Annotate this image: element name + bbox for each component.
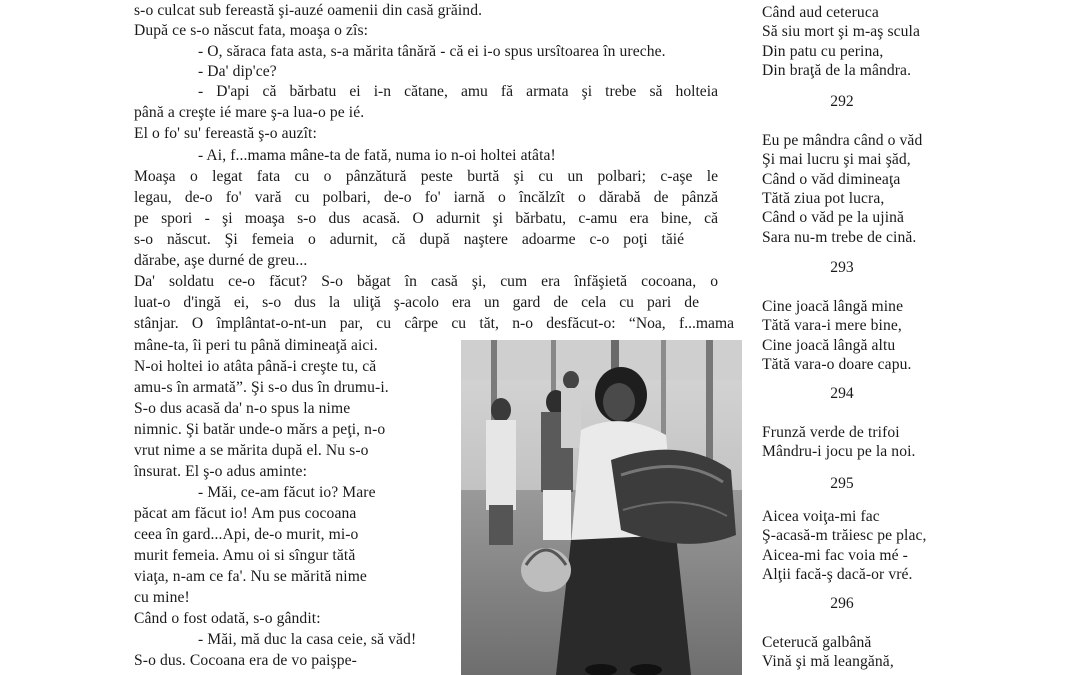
photograph-woman-carrying-bundle: [461, 340, 742, 675]
verse-line: Alţii facă-ş dacă-or vré.: [762, 566, 913, 583]
verse-line: Tătă vara-o doare capu.: [762, 356, 912, 373]
dialogue-line: - Măi, ce-am făcut io? Mare: [198, 484, 376, 501]
text-line: ceea în gard...Api, de-o murit, mi-o: [134, 526, 359, 543]
verse-line: Aicea-mi fac voia mé -: [762, 547, 908, 564]
text-line: mâne-ta, îi peri tu până dimineaţă aici.: [134, 337, 378, 354]
text-line: dărabe, aşe durné de greu...: [134, 252, 308, 269]
text-line: vrut nime a se mărita după el. Nu s-o: [134, 442, 369, 459]
text-line: luat-o d'ingă ei, s-o dus la uliţă ş-acolo era un gard de cela cu pari de: [134, 294, 699, 311]
poem-number: 295: [830, 475, 854, 492]
poem-number: 293: [830, 259, 854, 276]
verse-line: Mândru-i jocu pe la noi.: [762, 443, 916, 460]
dialogue-line: - O, săraca fata asta, s-a mărita tânără - că ei i-o spus ursîtoarea în ureche.: [198, 43, 666, 60]
text-line: amu-s în armată”. Şi s-o dus în drumu-i.: [134, 379, 389, 396]
verse-line: Când o văd dimineaţa: [762, 171, 901, 188]
dialogue-line: - Măi, mă duc la casa ceie, să văd!: [198, 631, 417, 648]
text-line: După ce s-o născut fata, moaşa o zîs:: [134, 22, 369, 39]
verse-line: Frunză verde de trifoi: [762, 424, 900, 441]
text-line: S-o dus. Cocoana era de vo paişpe-: [134, 652, 357, 669]
verse-line: Cine joacă lângă altu: [762, 337, 896, 354]
verse-line: Şi mai lucru şi mai şăd,: [762, 151, 911, 168]
dialogue-line: - Da' dip'ce?: [198, 63, 277, 80]
verse-line: Din patu cu perina,: [762, 43, 884, 60]
poem-number: 292: [830, 93, 854, 110]
text-line: nimnic. Şi batăr unde-o mărs a peţi, n-o: [134, 421, 386, 438]
text-line: Când o fost odată, s-o gândit:: [134, 610, 321, 627]
verse-line: Din braţă de la mândra.: [762, 62, 912, 79]
dialogue-line: - D'api că bărbatu ei i-n cătane, amu fă armata şi trebe să holteia: [198, 83, 718, 100]
verse-line: Când aud ceteruca: [762, 4, 879, 21]
verse-line: Eu pe mândra când o văd: [762, 132, 923, 149]
text-line: cu mine!: [134, 589, 190, 606]
text-line: S-o dus acasă da' n-o spus la nime: [134, 400, 351, 417]
text-line: viaţa, n-am ce fa'. Nu se mărită nime: [134, 568, 367, 585]
verse-line: Cine joacă lângă mine: [762, 298, 904, 315]
text-line: până a creşte ié mare ş-a lua-o pe ié.: [134, 104, 365, 121]
verse-line: Vină şi mă leangănă,: [762, 653, 894, 670]
text-line: pe spori - şi moaşa s-o dus acasă. O adurnit şi bărbatu, c-amu era bine, că: [134, 210, 718, 227]
poem-number: 294: [830, 385, 854, 402]
verse-line: Tătă vara-i mere bine,: [762, 317, 902, 334]
verse-line: Aicea voiţa-mi fac: [762, 508, 880, 525]
verse-line: Când o văd pe la ujină: [762, 209, 905, 226]
text-line: legau, de-o fo' vară cu polbari, de-o fo' iarnă o încălzît o dărabă de pânză: [134, 189, 718, 206]
text-line: El o fo' su' fereastă ş-o auzît:: [134, 125, 317, 142]
dialogue-line: - Ai, f...mama mâne-ta de fată, numa io n-oi holtei atâta!: [198, 147, 556, 164]
poem-number: 296: [830, 595, 854, 612]
text-line: stânjar. O împlântat-o-nt-un par, cu cârpe cu tăt, n-o desfăcut-o: “Noa, f...mama: [134, 315, 734, 332]
verse-line: Ceterucă galbână: [762, 634, 872, 651]
text-line: însurat. El ş-o adus aminte:: [134, 463, 307, 480]
text-line: s-o culcat sub fereastă şi-auzé oamenii din casă grăind.: [134, 2, 483, 19]
verse-line: Sara nu-m trebe de cină.: [762, 229, 917, 246]
verse-line: Tătă ziua pot lucra,: [762, 190, 885, 207]
text-line: Moaşa o legat fata cu o pânzătură peste burtă şi cu un polbari; c-aşe le: [134, 168, 718, 185]
text-line: s-o născut. Şi femeia o adurnit, că după naştere adoarme c-o poţi tăié: [134, 231, 684, 248]
verse-line: Să siu mort şi m-aş scula: [762, 23, 920, 40]
verse-line: Ş-acasă-m trăiesc pe plac,: [762, 527, 927, 544]
text-line: Da' soldatu ce-o făcut? S-o băgat în casă şi, cum era înfăşietă cocoana, o: [134, 273, 718, 290]
text-line: murit femeia. Amu oi si sîngur tătă: [134, 547, 356, 564]
text-line: N-oi holtei io atâta până-i creşte tu, că: [134, 358, 377, 375]
text-line: păcat am făcut io! Am pus cocoana: [134, 505, 357, 522]
